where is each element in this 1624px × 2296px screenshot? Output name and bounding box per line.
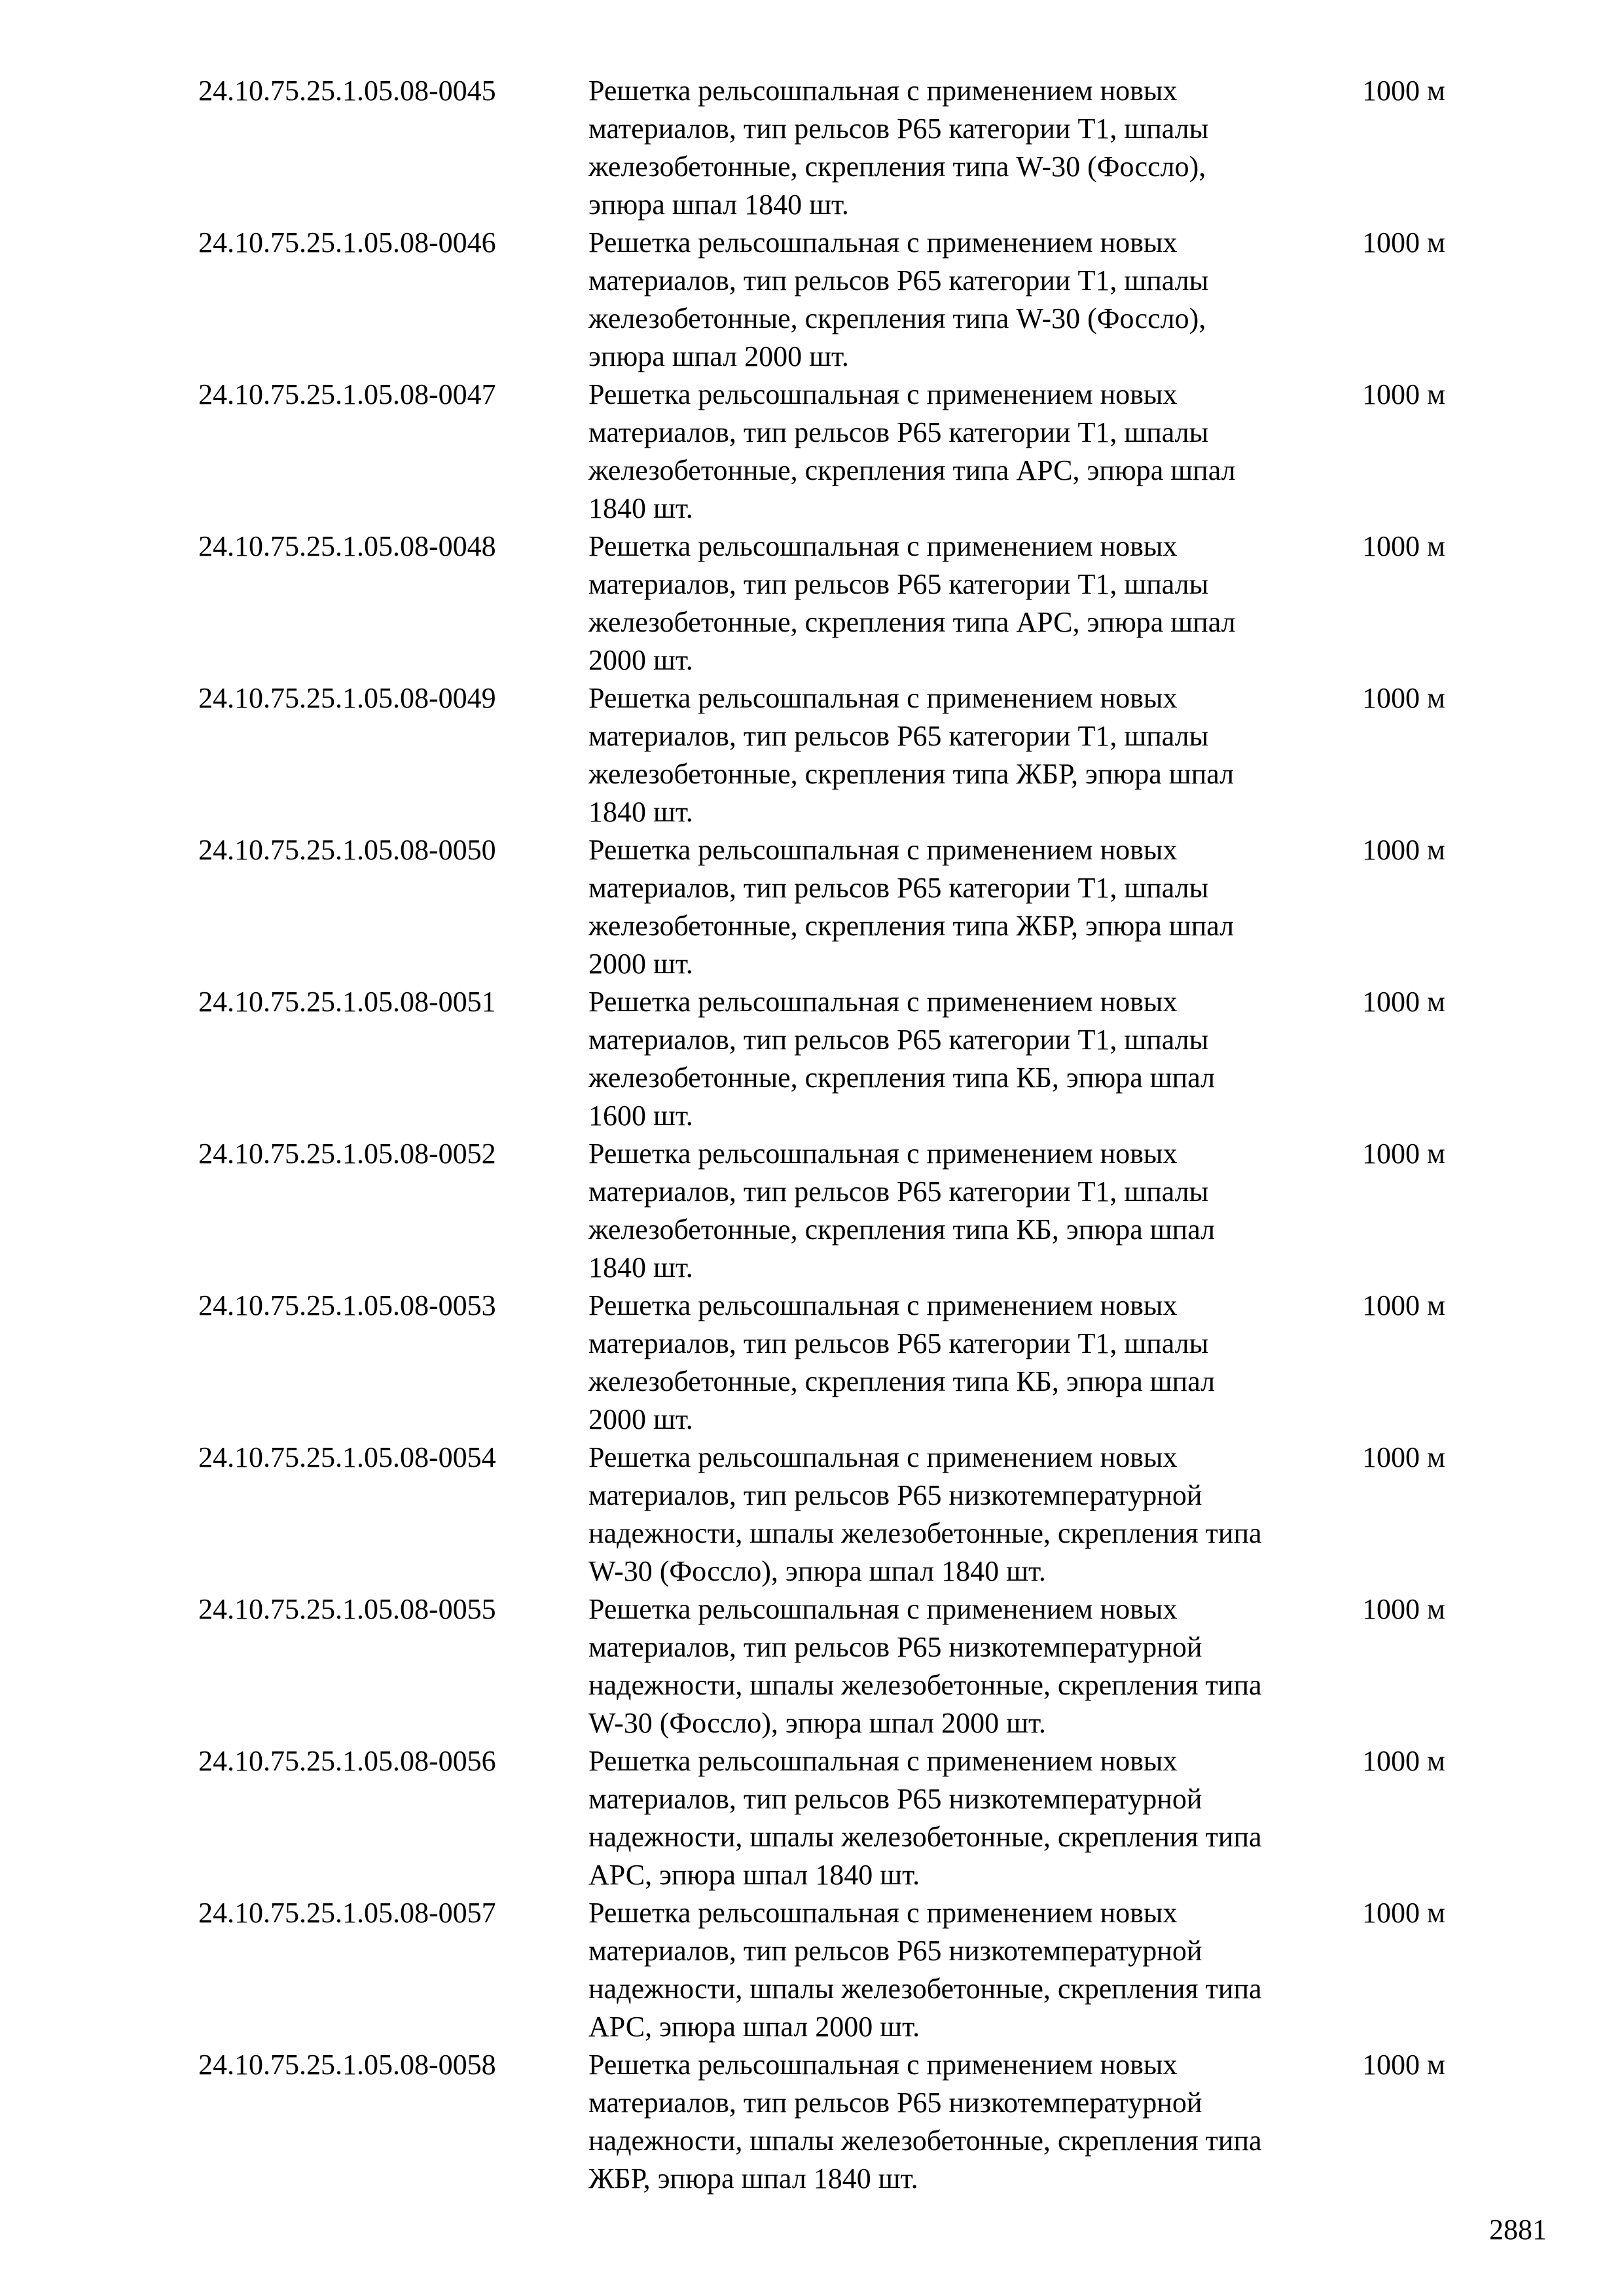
- resource-code: 24.10.75.25.1.05.08-0047: [198, 378, 496, 410]
- description-line: 2000 шт.: [588, 1403, 693, 1435]
- table-row: [198, 1894, 1507, 2046]
- description-line: Решетка рельсошпальная с применением новых: [588, 1897, 1178, 1929]
- description-line: материалов, тип рельсов Р65 категории Т1, шпалы: [588, 113, 1209, 145]
- description-line: материалов, тип рельсов Р65 низкотемпературной: [588, 1935, 1202, 1967]
- resource-code: 24.10.75.25.1.05.08-0055: [198, 1593, 496, 1625]
- unit-of-measure: 1000 м: [1362, 682, 1445, 714]
- resource-code: 24.10.75.25.1.05.08-0050: [198, 834, 496, 866]
- description-line: железобетонные, скрепления типа КБ, эпюра шпал: [588, 1365, 1216, 1397]
- description-line: 1600 шт.: [588, 1100, 693, 1132]
- description-line: Решетка рельсошпальная с применением новых: [588, 1289, 1178, 1321]
- description-line: материалов, тип рельсов Р65 категории Т1, шпалы: [588, 720, 1209, 752]
- description-line: надежности, шпалы железобетонные, скрепления типа: [588, 2125, 1262, 2157]
- description-line: материалов, тип рельсов Р65 категории Т1, шпалы: [588, 1175, 1209, 1208]
- page-number: 2881: [1489, 2214, 1547, 2246]
- description-line: железобетонные, скрепления типа W-30 (Фоссло),: [588, 302, 1206, 334]
- unit-of-measure: 1000 м: [1362, 1289, 1445, 1321]
- unit-of-measure: 1000 м: [1362, 75, 1445, 107]
- description-line: Решетка рельсошпальная с применением новых: [588, 530, 1178, 562]
- description-line: материалов, тип рельсов Р65 категории Т1, шпалы: [588, 568, 1209, 600]
- description-line: 2000 шт.: [588, 948, 693, 980]
- description-line: Решетка рельсошпальная с применением новых: [588, 986, 1178, 1018]
- resource-code: 24.10.75.25.1.05.08-0046: [198, 226, 496, 259]
- description-line: материалов, тип рельсов Р65 категории Т1, шпалы: [588, 1327, 1209, 1359]
- table-row: [198, 983, 1507, 1135]
- description-line: материалов, тип рельсов Р65 низкотемпературной: [588, 1631, 1202, 1663]
- table-row: [198, 1439, 1507, 1590]
- resource-code: 24.10.75.25.1.05.08-0056: [198, 1745, 496, 1777]
- description-line: Решетка рельсошпальная с применением новых: [588, 226, 1178, 259]
- resource-code: 24.10.75.25.1.05.08-0048: [198, 530, 496, 562]
- resource-code: 24.10.75.25.1.05.08-0051: [198, 986, 496, 1018]
- description-line: материалов, тип рельсов Р65 низкотемпературной: [588, 2087, 1202, 2119]
- description-line: Решетка рельсошпальная с применением новых: [588, 1441, 1178, 1473]
- table-row: [198, 831, 1507, 983]
- description-line: Решетка рельсошпальная с применением новых: [588, 1745, 1178, 1777]
- table-row: [198, 679, 1507, 831]
- description-line: материалов, тип рельсов Р65 категории Т1, шпалы: [588, 872, 1209, 904]
- description-line: надежности, шпалы железобетонные, скрепления типа: [588, 1669, 1262, 1701]
- table-row: [198, 72, 1507, 224]
- unit-of-measure: 1000 м: [1362, 2049, 1445, 2081]
- resource-code: 24.10.75.25.1.05.08-0054: [198, 1441, 496, 1473]
- description-line: эпюра шпал 1840 шт.: [588, 188, 849, 221]
- description-line: 1840 шт.: [588, 1251, 693, 1283]
- description-line: железобетонные, скрепления типа КБ, эпюра шпал: [588, 1062, 1216, 1094]
- description-line: Решетка рельсошпальная с применением новых: [588, 75, 1178, 107]
- description-line: 1840 шт.: [588, 492, 693, 524]
- unit-of-measure: 1000 м: [1362, 1138, 1445, 1170]
- table-row: [198, 224, 1507, 376]
- price-list-table: [198, 72, 1507, 2198]
- unit-of-measure: 1000 м: [1362, 226, 1445, 259]
- description-line: АРС, эпюра шпал 2000 шт.: [588, 2011, 920, 2043]
- table-row: [198, 1135, 1507, 1287]
- description-line: железобетонные, скрепления типа ЖБР, эпюра шпал: [588, 758, 1235, 790]
- resource-code: 24.10.75.25.1.05.08-0057: [198, 1897, 496, 1929]
- description-line: материалов, тип рельсов Р65 категории Т1, шпалы: [588, 264, 1209, 296]
- description-line: надежности, шпалы железобетонные, скрепления типа: [588, 1973, 1262, 2005]
- description-line: ЖБР, эпюра шпал 1840 шт.: [588, 2162, 918, 2195]
- description-line: железобетонные, скрепления типа АРС, эпюра шпал: [588, 454, 1236, 486]
- description-line: надежности, шпалы железобетонные, скрепления типа: [588, 1517, 1262, 1549]
- table-row: [198, 2046, 1507, 2198]
- description-line: материалов, тип рельсов Р65 категории Т1, шпалы: [588, 1024, 1209, 1056]
- description-line: АРС, эпюра шпал 1840 шт.: [588, 1859, 920, 1891]
- table-row: [198, 1742, 1507, 1894]
- description-line: материалов, тип рельсов Р65 низкотемпературной: [588, 1783, 1202, 1815]
- resource-code: 24.10.75.25.1.05.08-0053: [198, 1289, 496, 1321]
- description-line: железобетонные, скрепления типа КБ, эпюра шпал: [588, 1213, 1216, 1246]
- unit-of-measure: 1000 м: [1362, 834, 1445, 866]
- resource-code: 24.10.75.25.1.05.08-0049: [198, 682, 496, 714]
- description-line: W-30 (Фоссло), эпюра шпал 1840 шт.: [588, 1555, 1046, 1587]
- resource-code: 24.10.75.25.1.05.08-0045: [198, 75, 496, 107]
- resource-code: 24.10.75.25.1.05.08-0052: [198, 1138, 496, 1170]
- unit-of-measure: 1000 м: [1362, 986, 1445, 1018]
- description-line: 2000 шт.: [588, 644, 693, 676]
- description-line: Решетка рельсошпальная с применением новых: [588, 2049, 1178, 2081]
- unit-of-measure: 1000 м: [1362, 378, 1445, 410]
- table-row: [198, 376, 1507, 528]
- unit-of-measure: 1000 м: [1362, 1897, 1445, 1929]
- description-line: Решетка рельсошпальная с применением новых: [588, 378, 1178, 410]
- description-line: надежности, шпалы железобетонные, скрепления типа: [588, 1821, 1262, 1853]
- table-row: [198, 1287, 1507, 1439]
- description-line: эпюра шпал 2000 шт.: [588, 340, 849, 372]
- description-line: Решетка рельсошпальная с применением новых: [588, 834, 1178, 866]
- unit-of-measure: 1000 м: [1362, 1745, 1445, 1777]
- unit-of-measure: 1000 м: [1362, 530, 1445, 562]
- description-line: 1840 шт.: [588, 796, 693, 828]
- description-line: железобетонные, скрепления типа АРС, эпюра шпал: [588, 606, 1236, 638]
- resource-code: 24.10.75.25.1.05.08-0058: [198, 2049, 496, 2081]
- table-row: [198, 1590, 1507, 1742]
- description-line: железобетонные, скрепления типа ЖБР, эпюра шпал: [588, 910, 1235, 942]
- unit-of-measure: 1000 м: [1362, 1441, 1445, 1473]
- table-row: [198, 528, 1507, 679]
- description-line: материалов, тип рельсов Р65 низкотемпературной: [588, 1479, 1202, 1511]
- description-line: Решетка рельсошпальная с применением новых: [588, 1593, 1178, 1625]
- description-line: Решетка рельсошпальная с применением новых: [588, 1138, 1178, 1170]
- description-line: W-30 (Фоссло), эпюра шпал 2000 шт.: [588, 1707, 1046, 1739]
- description-line: Решетка рельсошпальная с применением новых: [588, 682, 1178, 714]
- description-line: материалов, тип рельсов Р65 категории Т1, шпалы: [588, 416, 1209, 448]
- description-line: железобетонные, скрепления типа W-30 (Фоссло),: [588, 151, 1206, 183]
- unit-of-measure: 1000 м: [1362, 1593, 1445, 1625]
